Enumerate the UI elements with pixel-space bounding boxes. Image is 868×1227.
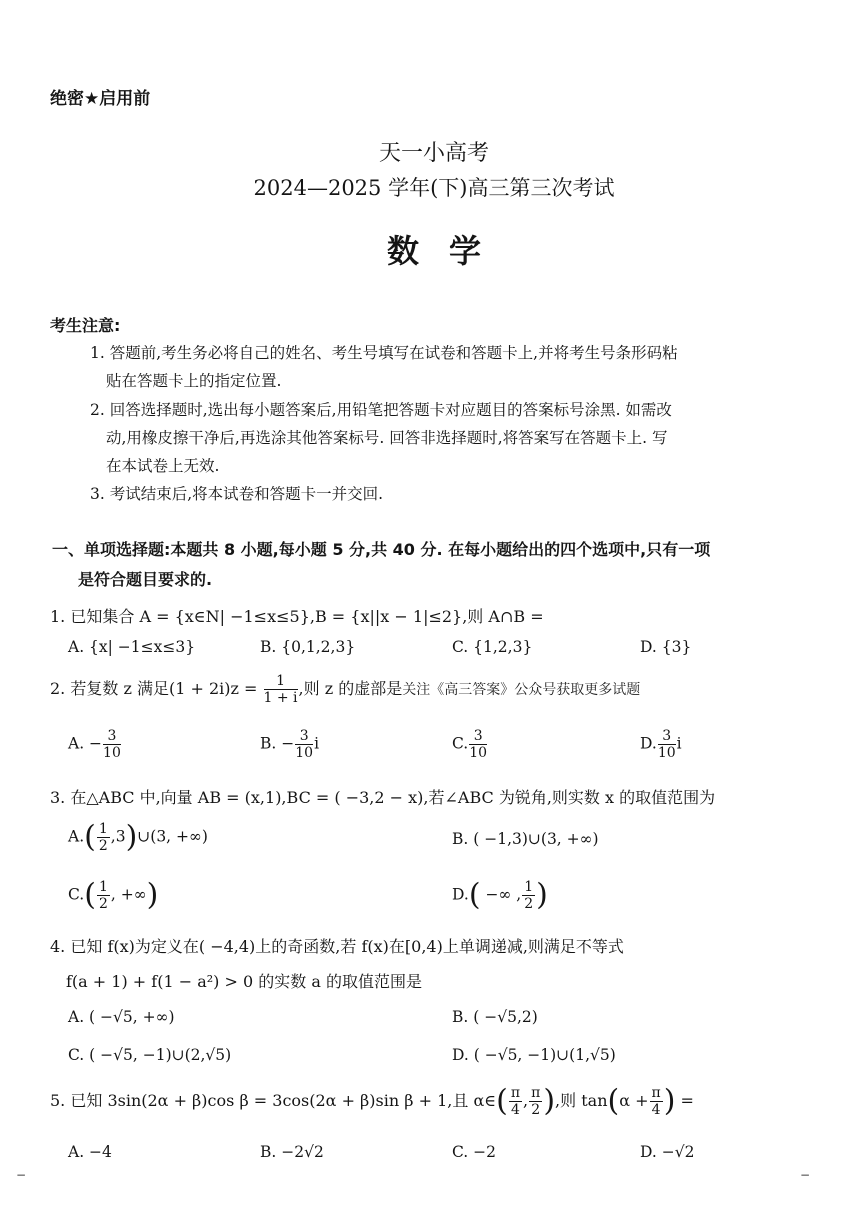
page-edge-mark-left: − — [16, 1168, 27, 1182]
promo-text: 关注《高三答案》公众号获取更多试题 — [402, 682, 641, 698]
exam-title: 天一小高考 — [378, 141, 489, 166]
notice-heading: 考生注意: — [50, 316, 121, 335]
q1-option-d: D. {3} — [640, 638, 692, 656]
q1-option-a: A. {x| −1≤x≤3} — [68, 638, 196, 656]
question-1-stem: 1. 已知集合 A = {x∈N| −1≤x≤5},B = {x||x − 1|≤2},则 A∩B = — [50, 607, 544, 626]
question-3-stem: 3. 在△ABC 中,向量 AB = (x,1),BC = ( −3,2 − x),若∠ABC 为锐角,则实数 x 的取值范围为 — [50, 788, 716, 807]
q4-option-b: B. ( −√5,2) — [452, 1008, 538, 1026]
q2-stem-start: 2. 若复数 z 满足(1 + 2i)z = — [50, 679, 258, 698]
q4-option-a: A. ( −√5, +∞) — [68, 1008, 175, 1026]
q3-option-a: A.( $\frac{1}{2}$ ,3)∪(3, +∞) — [68, 819, 208, 855]
notice-item-2-cont2: 在本试卷上无效. — [106, 457, 220, 475]
q2-option-c: C. $\frac{3}{10}$ — [452, 728, 488, 761]
q2-stem-end: ,则 z 的虚部是 — [298, 679, 403, 698]
secret-mark: 绝密★启用前 — [50, 89, 151, 109]
question-2-stem — [50, 674, 640, 705]
question-4-stem: 4. 已知 f(x)为定义在( −4,4)上的奇函数,若 f(x)在[0,4)上单调递减,则满足不等式 — [50, 937, 624, 956]
subject-title: 数学 — [386, 232, 511, 270]
page-edge-mark-right: − — [800, 1168, 811, 1182]
section-heading-cont: 是符合题目要求的. — [78, 570, 213, 589]
notice-item-1: 1. 答题前,考生务必将自己的姓名、考生号填写在试卷和答题卡上,并将考生号条形码粘 — [90, 344, 678, 362]
q5-option-d: D. −√2 — [640, 1143, 695, 1161]
q5-option-a: A. −4 — [68, 1143, 112, 1161]
q2-option-d: D. $\frac{3}{10}$ i — [640, 728, 682, 761]
notice-item-2-cont: 动,用橡皮擦干净后,再选涂其他答案标号. 回答非选择题时,将答案写在答题卡上. 写 — [106, 429, 668, 447]
q3-option-d: D.( −∞ , $\frac{1}{2}$ ) — [452, 877, 548, 913]
q2-fraction: $\frac{1}{1 + i}$ — [263, 673, 298, 706]
q2-option-b: B. − $\frac{3}{10}$ i — [260, 728, 320, 761]
q1-option-c: C. {1,2,3} — [452, 638, 533, 656]
q5-option-b: B. −2√2 — [260, 1143, 324, 1161]
q4-option-c: C. ( −√5, −1)∪(2,√5) — [68, 1046, 232, 1064]
q3-option-b: B. ( −1,3)∪(3, +∞) — [452, 830, 599, 848]
notice-item-3: 3. 考试结束后,将本试卷和答题卡一并交回. — [90, 485, 384, 503]
q5-option-c: C. −2 — [452, 1143, 497, 1161]
q2-option-a: A. − $\frac{3}{10}$ — [68, 728, 121, 761]
q4-option-d: D. ( −√5, −1)∪(1,√5) — [452, 1046, 616, 1064]
question-4-stem-cont: f(a + 1) + f(1 − a²) > 0 的实数 a 的取值范围是 — [66, 972, 422, 991]
q3-option-c: C.( $\frac{1}{2}$ , +∞) — [68, 877, 159, 913]
notice-item-2: 2. 回答选择题时,选出每小题答案后,用铅笔把答题卡对应题目的答案标号涂黑. 如需改 — [90, 401, 672, 419]
notice-item-1-cont: 贴在答题卡上的指定位置. — [106, 372, 282, 390]
exam-subtitle: 2024—2025 学年(下)高三第三次考试 — [253, 176, 615, 200]
section-heading: 一、单项选择题:本题共 8 小题,每小题 5 分,共 40 分. 在每小题给出的四个选项中,只有一项 — [52, 540, 711, 559]
q1-option-b: B. {0,1,2,3} — [260, 638, 356, 656]
question-5-stem: 5. 已知 3sin(2α + β)cos β = 3cos(2α + β)sin β + 1,且 α∈( $\frac{\pi}{4}$ , $\frac{\pi}{2}$ ),则 tan(α + $\frac{\pi}{4}$ ) = — [50, 1083, 694, 1119]
